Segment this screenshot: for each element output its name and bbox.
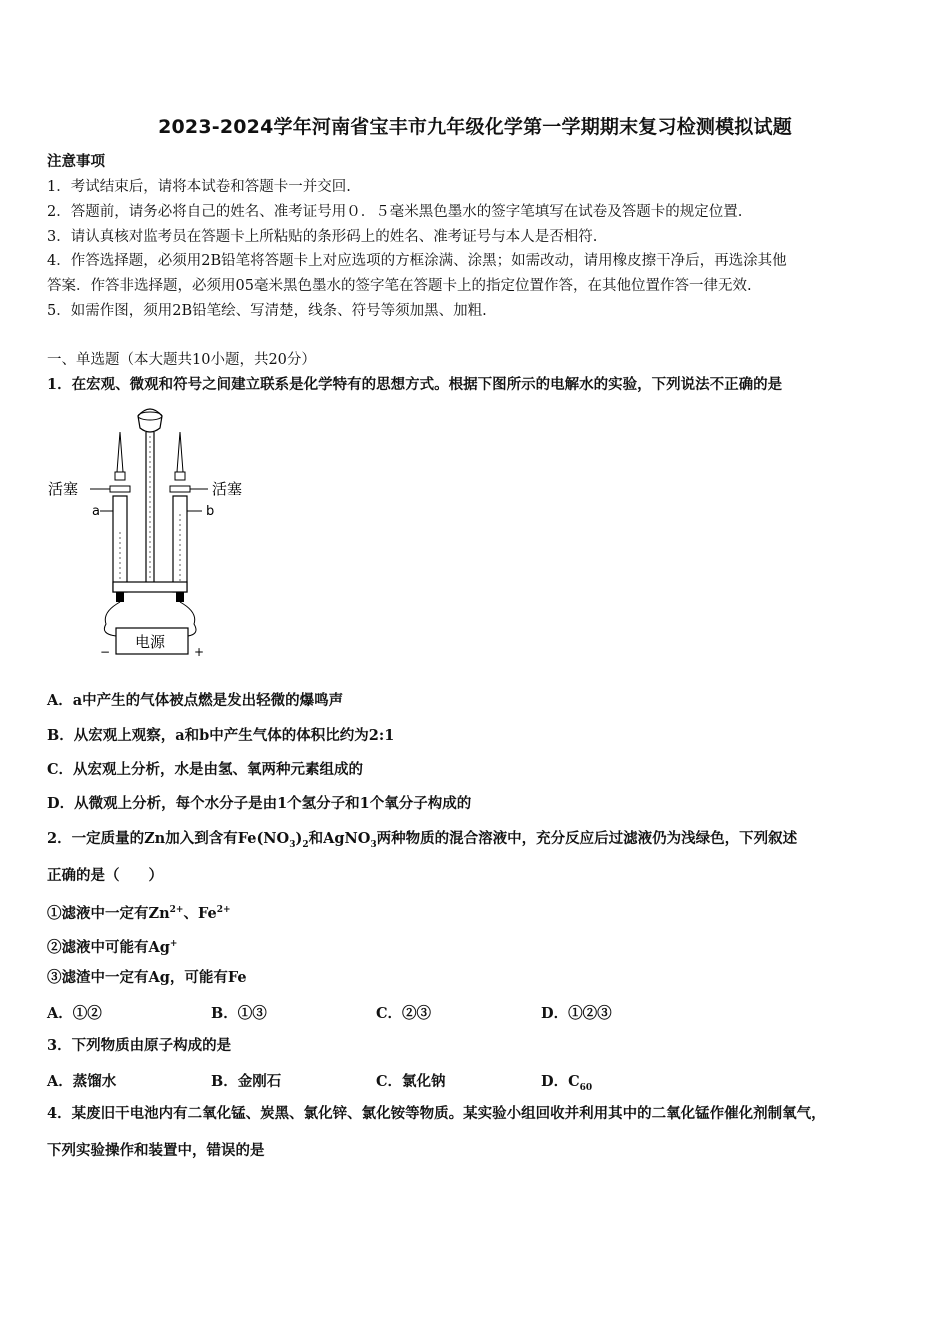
q3-option-a: A．蒸馏水 [47, 1073, 117, 1090]
plus-label: + [194, 645, 205, 659]
left-electrode [116, 592, 124, 602]
left-tip [117, 432, 123, 472]
q1-option-b: B．从宏观上观察，a和b中产生气体的体积比约为2:1 [47, 727, 395, 744]
stopcock-label-left: 活塞 [48, 480, 79, 498]
q2-stem-part: 两种物质的混合溶液中，充分反应后过滤液仍为浅绿色，下列叙述 [376, 830, 798, 847]
notice-item: 答案．作答非选择题，必须用05毫米黑色墨水的签字笔在答题卡上的指定位置作答，在其他位置作答一律无效. [47, 278, 752, 294]
right-tip [177, 432, 183, 472]
section-heading: 一、单选题（本大题共10小题，共20分） [47, 352, 316, 368]
tube-a-label: a [92, 504, 100, 519]
q2-sup: 2+ [216, 905, 231, 915]
power-label: 电源 [135, 633, 166, 651]
tube-b-label: b [206, 504, 215, 519]
right-stopcock-top [175, 472, 185, 480]
minus-label: − [100, 645, 111, 659]
q2-option-c: C．②③ [376, 1005, 432, 1022]
right-electrode [176, 592, 184, 602]
notice-item: 3．请认真核对监考员在答题卡上所粘贴的条形码上的姓名、准考证号与本人是否相符. [47, 229, 598, 245]
q2-statement-2 [47, 934, 177, 958]
q4-stem-line2: 下列实验操作和装置中，错误的是 [47, 1142, 265, 1159]
q2-option-a: A．①② [47, 1005, 102, 1022]
q3-stem: 3．下列物质由原子构成的是 [47, 1037, 232, 1054]
q1-option-c: C．从宏观上分析，水是由氢、氧两种元素组成的 [47, 761, 364, 778]
q3-option-d-text: D．C [541, 1073, 580, 1090]
q2-stem-part: ) [295, 830, 303, 847]
q2-sub: 3 [289, 839, 296, 850]
q2-stem-part: 和AgNO [308, 830, 371, 847]
q1-option-a: A．a中产生的气体被点燃是发出轻微的爆鸣声 [47, 692, 344, 709]
funnel-rim [138, 412, 162, 420]
q2-s2-text: ②滤液中可能有Ag [47, 938, 170, 956]
q1-option-d: D．从微观上分析，每个水分子是由1个氢分子和1个氧分子构成的 [47, 795, 472, 812]
q2-sub: 3 [370, 839, 377, 850]
q3-option-b: B．金刚石 [211, 1073, 282, 1090]
right-stopcock [170, 486, 190, 492]
q2-s1-text: 、Fe [183, 904, 217, 922]
notice-item: 2．答题前，请务必将自己的姓名、准考证号用０．５毫米黑色墨水的签字笔填写在试卷及答题卡的规定位置. [47, 204, 743, 220]
electrolysis-apparatus-figure [40, 402, 260, 664]
q2-stem-part: 2．一定质量的Zn加入到含有Fe(NO [47, 830, 290, 847]
notice-item: 1．考试结束后，请将本试卷和答题卡一并交回. [47, 179, 351, 195]
q2-stem [47, 829, 797, 855]
q1-stem: 1．在宏观、微观和符号之间建立联系是化学特有的思想方式。根据下图所示的电解水的实验，下列说法不正确的是 [47, 376, 783, 393]
q2-sub: 2 [302, 839, 309, 850]
q3-option-c: C．氯化钠 [376, 1073, 446, 1090]
left-stopcock-top [115, 472, 125, 480]
q2-s1-text: ①滤液中一定有Zn [47, 904, 170, 922]
q2-stem-line2: 正确的是（ ） [47, 867, 163, 884]
q2-option-d: D．①②③ [541, 1005, 612, 1022]
q2-sup: 2+ [169, 905, 184, 915]
left-stopcock [110, 486, 130, 492]
bottom-connector [113, 582, 187, 592]
q2-option-b: B．①③ [211, 1005, 267, 1022]
stopcock-label-right: 活塞 [212, 480, 243, 498]
q3-option-d-sub: 60 [579, 1082, 593, 1093]
page-title: 2023-2024学年河南省宝丰市九年级化学第一学期期末复习检测模拟试题 [158, 116, 792, 138]
q2-sup: + [169, 939, 178, 949]
q4-stem-line1: 4．某废旧干电池内有二氧化锰、炭黑、氯化锌、氯化铵等物质。某实验小组回收并利用其中的二氧化锰作催化剂制氧气， [47, 1105, 826, 1122]
q2-statement-1 [47, 900, 231, 924]
notice-item: 4．作答选择题，必须用2B铅笔将答题卡上对应选项的方框涂满、涂黑；如需改动，请用橡皮擦干净后，再选涂其他 [47, 253, 787, 269]
notice-item: 5．如需作图，须用2B铅笔绘、写清楚，线条、符号等须加黑、加粗. [47, 303, 487, 319]
notice-heading: 注意事项 [47, 153, 105, 170]
q3-option-d [541, 1070, 592, 1093]
q2-statement-3: ③滤渣中一定有Ag，可能有Fe [47, 969, 247, 986]
